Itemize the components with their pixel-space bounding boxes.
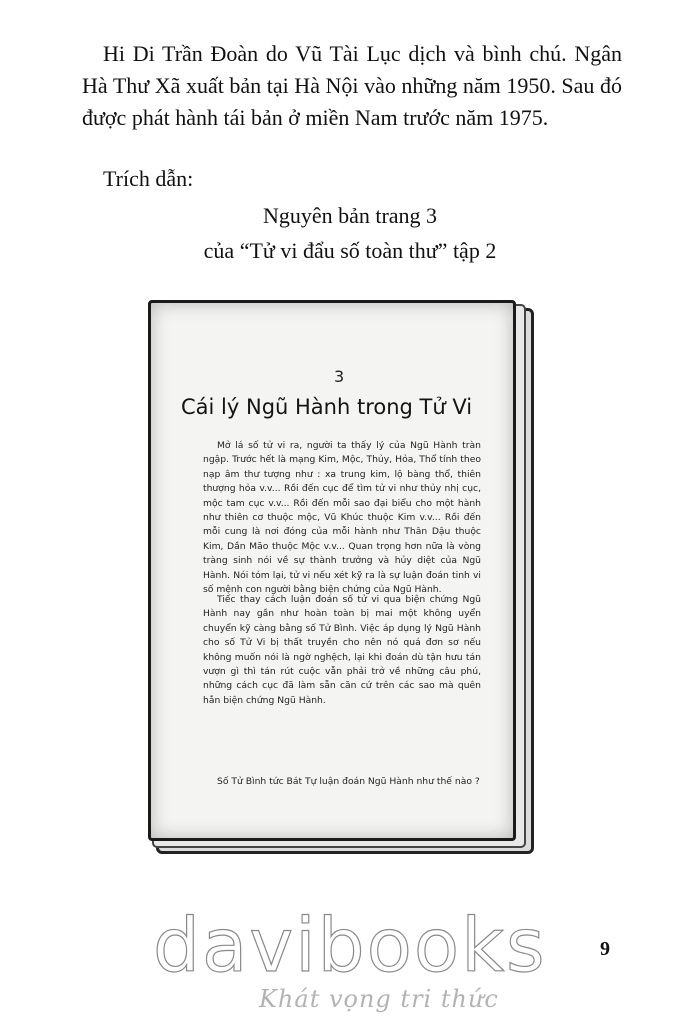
intro-paragraph: Hi Di Trần Đoàn do Vũ Tài Lục dịch và bình chú. Ngân Hà Thư Xã xuất bản tại Hà Nội vào những năm 1950. Sau đó được phát hành tái bản ở miền Nam trước năm 1975. bbox=[82, 41, 622, 130]
scan-heading: Cái lý Ngũ Hành trong Tử Vi bbox=[181, 395, 473, 419]
scan-caption-line-2: của “Tử vi đẩu số toàn thư” tập 2 bbox=[203, 238, 497, 263]
scan-caption-line-1: Nguyên bản trang 3 bbox=[262, 203, 438, 228]
scan-paragraph-1: Mở lá số tử vi ra, người ta thấy lý của Ngũ Hành tràn ngập. Trước hết là mạng Kim, Mộc, Thủy, Hỏa, Thổ tính theo nạp âm thư tượng như : xa trung kim, lộ bàng thổ, thiên thượng hỏa v.v... Rồi đến cục để tìm tử vi như thủy nhị cục, mộc tam cục v.v... Rồi đến mỗi sao đại biểu cho một hành như thiên cơ thuộc mộc, Vũ Khúc thuộc Kim v.v... Rồi đến mỗi cung là nơi đóng của mỗi hành như Thân Dậu thuộc Kim, Dần Mão thuộc Mộc v.v... Quan trọng hơn nữa là vòng tràng sinh nói về sự thành trưởng và hủy diệt của Ngũ Hành. Nói tóm lại, tử vi nếu xét kỹ ra là sự luận đoán tinh vi số mệnh con người bằng biện chứng của Ngũ Hành. bbox=[203, 440, 481, 596]
page-number: 9 bbox=[600, 938, 610, 960]
scanned-original-page bbox=[148, 300, 530, 855]
scan-footer-text: Số Tử Bình tức Bát Tự luận đoán Ngũ Hành như thế nào ? bbox=[217, 776, 480, 787]
scan-front-page bbox=[148, 300, 516, 841]
quote-label: Trích dẫn: bbox=[103, 166, 194, 191]
watermark-logo: davibooks bbox=[153, 903, 547, 989]
scan-paragraph-2: Tiếc thay cách luận đoán số tử vi qua biện chứng Ngũ Hành nay gần như hoàn toàn bị mai một không uyển chuyển kỹ càng bằng số Tử Bình. Việc áp dụng lý Ngũ Hành cho số Tử Vi bị thất truyền cho nên nó quá đơn sơ nếu không muốn nói là ngờ nghệch, lại khi đoán dù tận hưu tán vượn gì thì tán rút cuộc vẫn phải trở về những câu phú, những cách cục đã làm sẵn căn cứ trên các sao mà quên hẳn biện chứng Ngũ Hành. bbox=[203, 594, 481, 706]
scan-page-number: 3 bbox=[334, 367, 345, 386]
watermark-tagline: Khát vọng tri thức bbox=[259, 985, 499, 1013]
